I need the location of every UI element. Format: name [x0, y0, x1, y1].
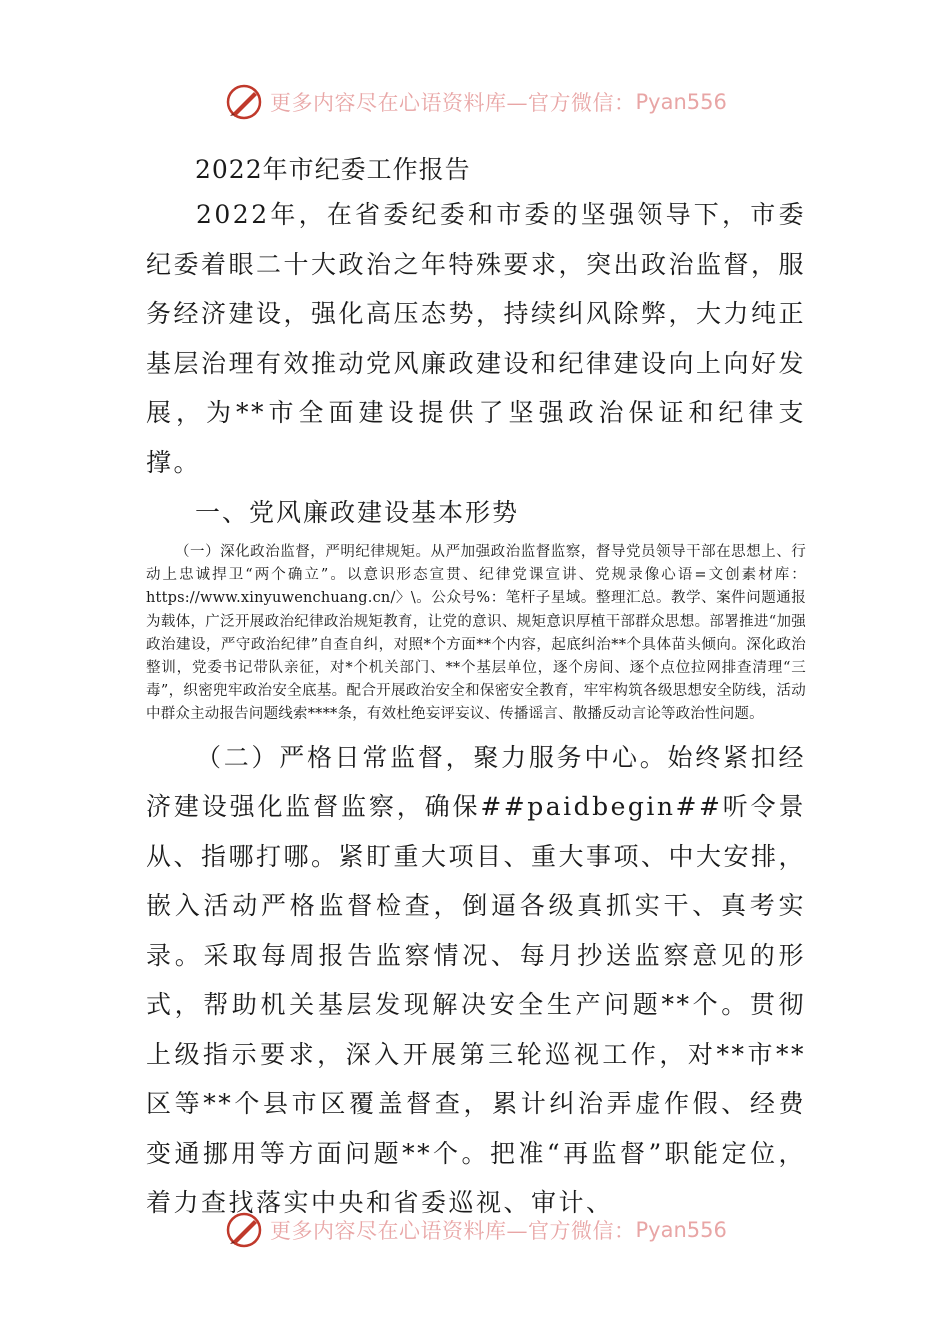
- watermark-text: 更多内容尽在心语资料库—官方微信：: [270, 1219, 636, 1243]
- watermark-wechat-id: Pyan556: [635, 90, 727, 114]
- section-heading: 一、党风廉政建设基本形势: [195, 498, 520, 527]
- watermark-wechat-id: Pyan556: [635, 1218, 727, 1242]
- section-paragraph: （二）严格日常监督，聚力服务中心。始终紧扣经济建设强化监督监察，确保##paidbegin##听令景从、指哪打哪。紧盯重大项目、重大事项、中大安排，嵌入活动严格监督检查，倒逼各级真抓实干、真考实录。采取每周报告监察情况、每月抄送监察意见的形式，帮助机关基层发现解决安全生产问题**个。贯彻上级指示要求，深入开展第三轮巡视工作，对**市**区等**个县市区覆盖督查，累计纠治弄虚作假、经费变通挪用等方面问题**个。把准“再监督”职能定位，着力查找落实中央和省委巡视、审计、: [146, 742, 807, 1218]
- pen-logo-icon: [224, 82, 264, 122]
- watermark-text: 更多内容尽在心语资料库—官方微信：: [270, 91, 636, 115]
- intro-paragraph: 2022年，在省委纪委和市委的坚强领导下，市委纪委着眼二十大政治之年特殊要求，突出政治监督，服务经济建设，强化高压态势，持续纠风除弊，大力纯正基层治理有效推动党风廉政建设和纪律建设向上向好发展，为**市全面建设提供了坚强政治保证和纪律支撑。: [146, 200, 807, 477]
- pen-logo-icon: [224, 1210, 264, 1250]
- document-title: 2022年市纪委工作报告: [195, 155, 471, 184]
- watermark-banner-top: [224, 80, 727, 124]
- section-paragraph-small: （一）深化政治监督，严明纪律规矩。从严加强政治监督监察，督导党员领导干部在思想上、行动上忠诚捍卫“两个确立”。以意识形态宣贯、纪律党课宣讲、党规录像心语=文创素材库：https://www.xinyuwenchuang.cn/〉\。公众号%：笔杆子星域。整理汇总。教学、案件问题通报为载体，广泛开展政治纪律政治规矩教育，让党的意识、规矩意识厚植干部群众思想。部署推进“加强政治建设，严守政治纪律”自查自纠，对照*个方面**个内容，起底纠治**个具体苗头倾向。深化政治整训，党委书记带队亲征，对*个机关部门、**个基层单位，逐个房间、逐个点位拉网排查清理“三毒”，织密兜牢政治安全底基。配合开展政治安全和保密安全教育，牢牢构筑各级思想安全防线，活动中群众主动报告问题线索****条，有效杜绝妄评妄议、传播谣言、散播反动言论等政治性问题。: [146, 544, 806, 723]
- document-body: [146, 150, 806, 1228]
- watermark-banner-bottom: [224, 1208, 727, 1252]
